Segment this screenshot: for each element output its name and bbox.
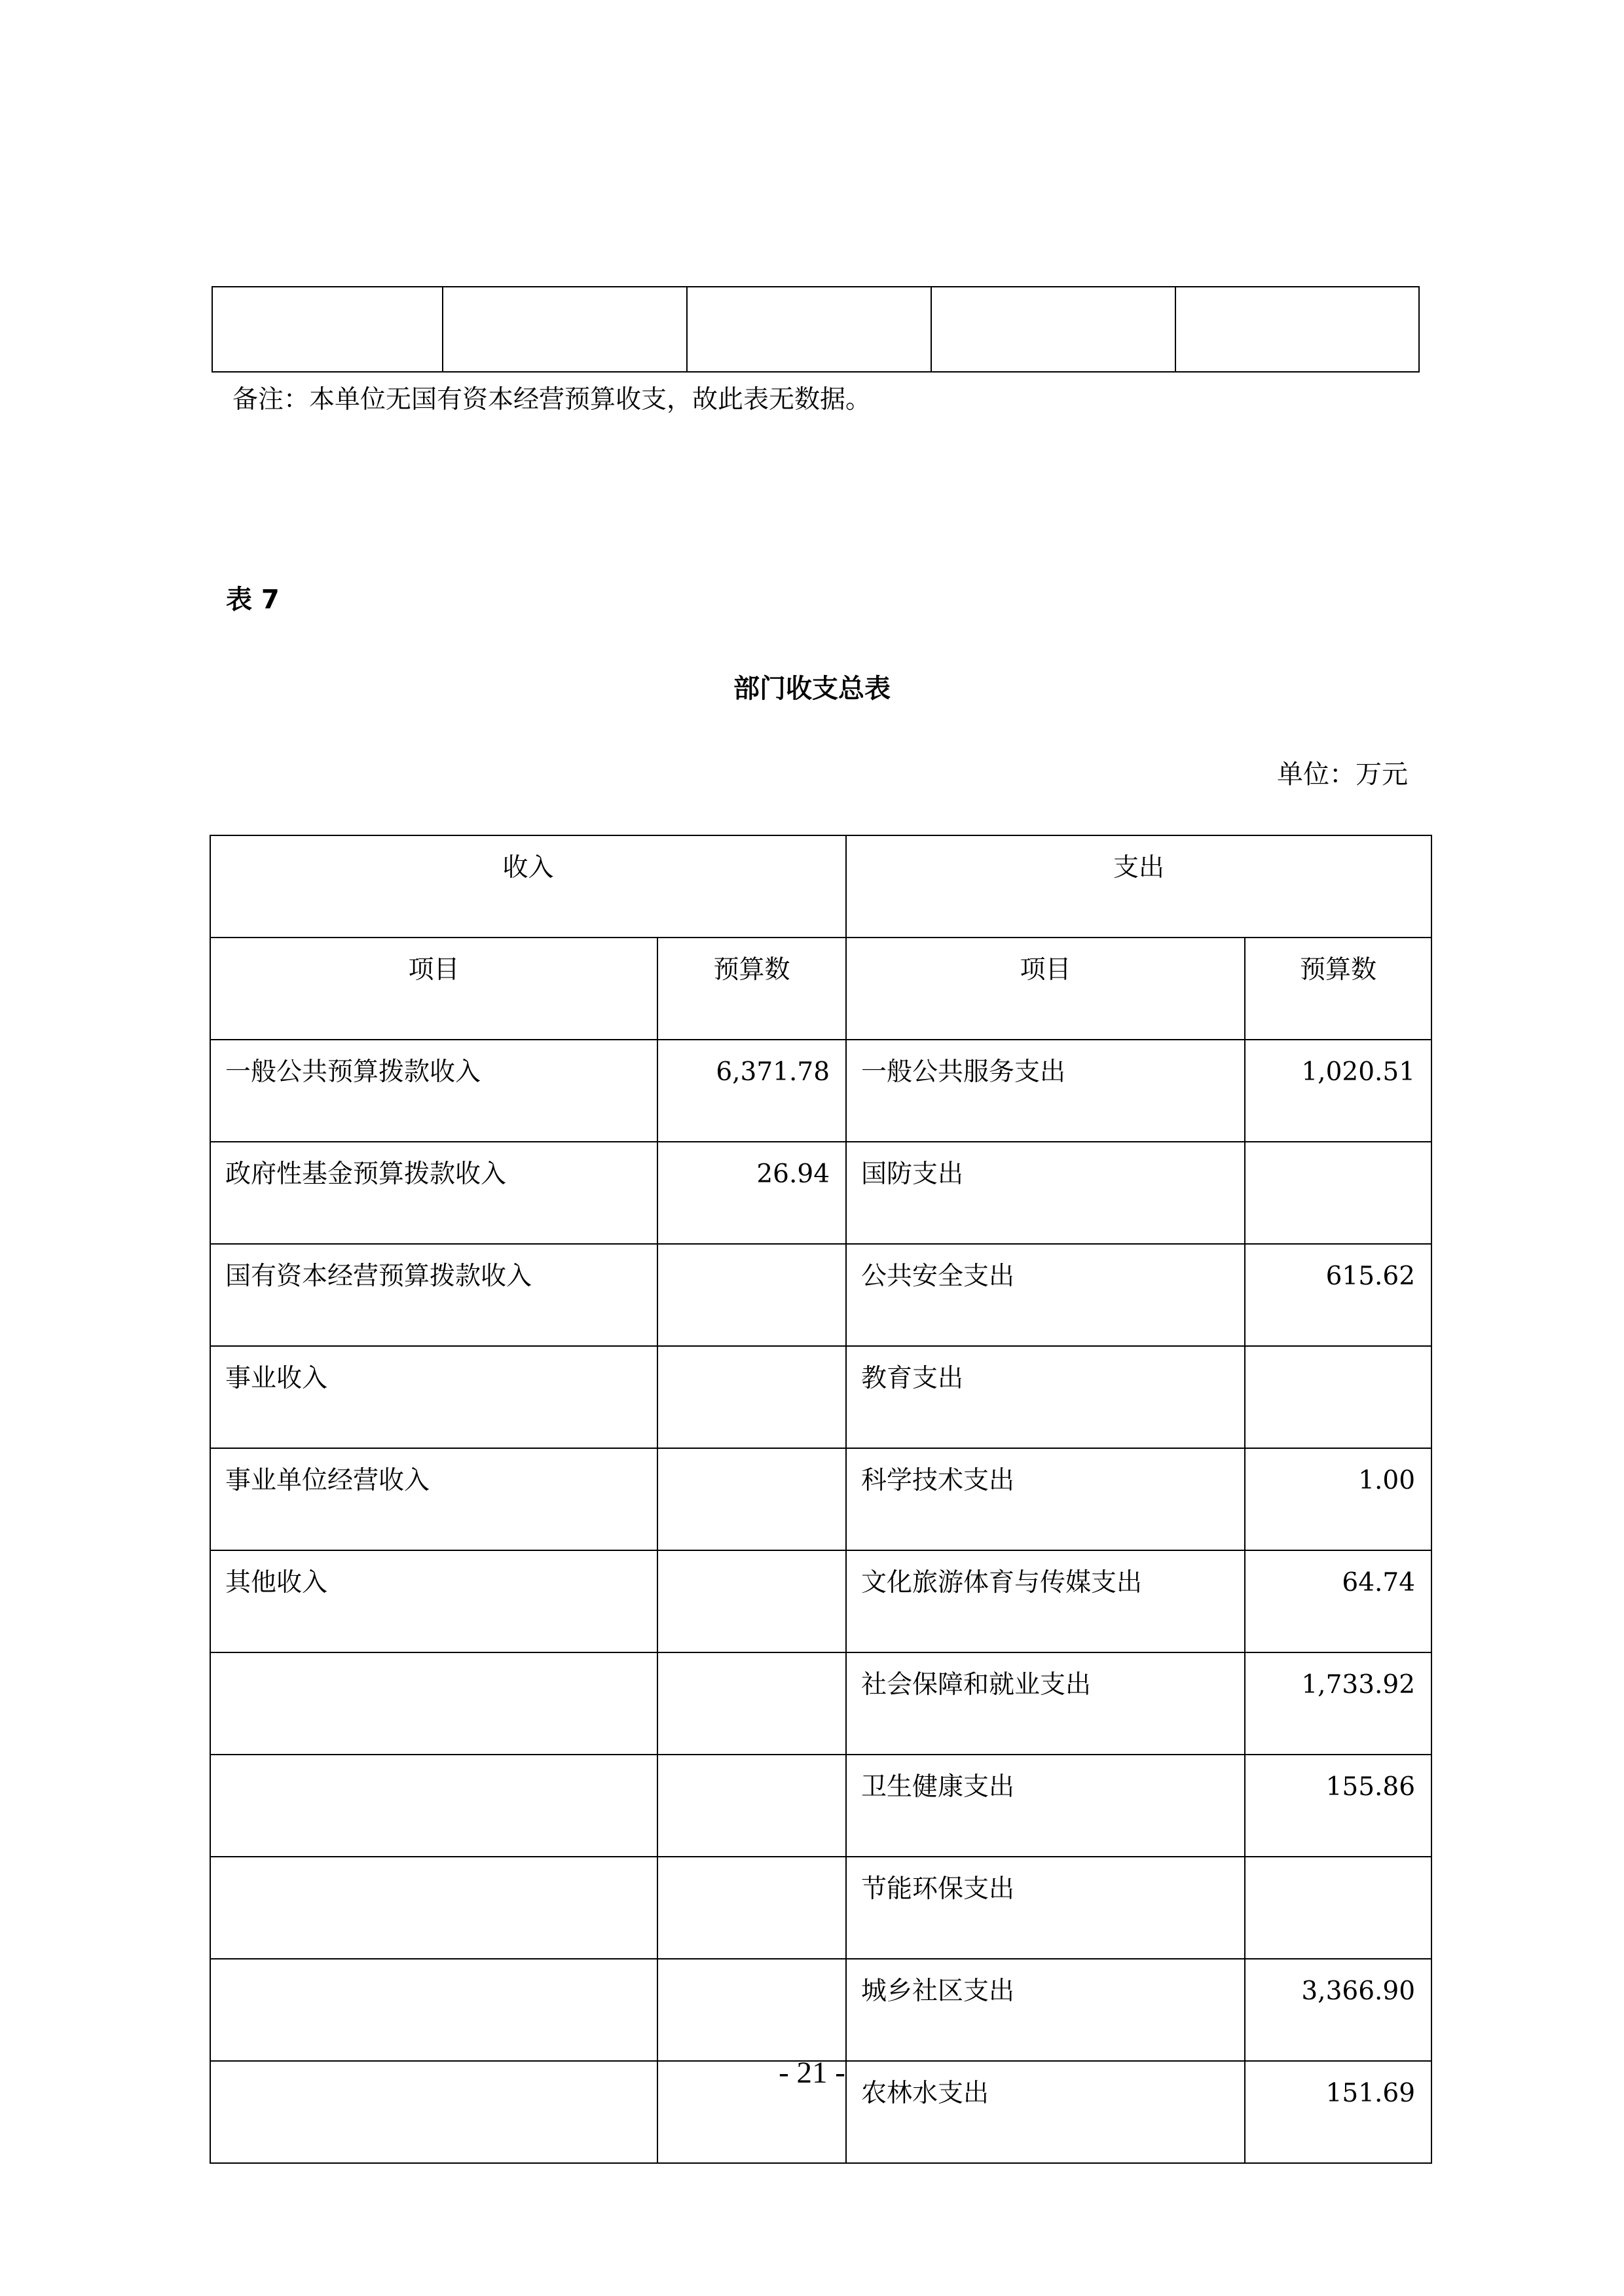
table-cell — [931, 287, 1175, 372]
expense-budget-cell: 155.86 — [1245, 1755, 1431, 1857]
expense-item-cell: 公共安全支出 — [846, 1244, 1245, 1346]
table-header-row — [210, 835, 1431, 938]
expense-item-cell: 节能环保支出 — [846, 1857, 1245, 1959]
table-title: 部门收支总表 — [733, 674, 891, 704]
expense-budget-cell: 615.62 — [1245, 1244, 1431, 1346]
income-item-cell: 一般公共预算拨款收入 — [210, 1040, 657, 1142]
income-budget-cell — [657, 1959, 846, 2061]
table-row — [210, 1346, 1431, 1448]
table-row — [210, 1550, 1431, 1652]
expense-item-cell: 科学技术支出 — [846, 1448, 1245, 1550]
previous-table-empty-row — [212, 286, 1420, 373]
expense-budget-cell: 151.69 — [1245, 2061, 1431, 2163]
income-expense-table — [210, 835, 1432, 2164]
expense-item-cell: 城乡社区支出 — [846, 1959, 1245, 2061]
expense-item-cell: 教育支出 — [846, 1346, 1245, 1448]
table-label: 表 7 — [226, 585, 280, 615]
expense-budget-cell — [1245, 1857, 1431, 1959]
expense-budget-cell: 3,366.90 — [1245, 1959, 1431, 2061]
income-item-cell — [210, 1857, 657, 1959]
income-budget-cell — [657, 1857, 846, 1959]
table-cell — [687, 287, 931, 372]
table-note: 备注：本单位无国有资本经营预算收支，故此表无数据。 — [232, 385, 872, 414]
expense-item-cell: 一般公共服务支出 — [846, 1040, 1245, 1142]
income-budget-header: 预算数 — [657, 938, 846, 1040]
unit-label: 单位：万元 — [1277, 759, 1408, 790]
expense-budget-cell: 64.74 — [1245, 1550, 1431, 1652]
expense-item-cell: 文化旅游体育与传媒支出 — [846, 1550, 1245, 1652]
table-cell — [212, 287, 443, 372]
income-item-cell: 事业单位经营收入 — [210, 1448, 657, 1550]
income-item-cell: 事业收入 — [210, 1346, 657, 1448]
expense-budget-cell: 1.00 — [1245, 1448, 1431, 1550]
income-header: 收入 — [210, 835, 846, 938]
table-row — [212, 287, 1419, 372]
expense-item-cell: 卫生健康支出 — [846, 1755, 1245, 1857]
income-item-cell: 国有资本经营预算拨款收入 — [210, 1244, 657, 1346]
income-item-header: 项目 — [210, 938, 657, 1040]
table-row — [210, 1040, 1431, 1142]
expense-item-cell: 社会保障和就业支出 — [846, 1652, 1245, 1755]
expense-item-cell: 农林水支出 — [846, 2061, 1245, 2163]
table-subheader-row — [210, 938, 1431, 1040]
expense-item-header: 项目 — [846, 938, 1245, 1040]
table-row — [210, 1652, 1431, 1755]
expense-budget-header: 预算数 — [1245, 938, 1431, 1040]
income-item-cell — [210, 1652, 657, 1755]
table-row — [210, 1755, 1431, 1857]
income-item-cell — [210, 1959, 657, 2061]
income-budget-cell: 26.94 — [657, 1142, 846, 1244]
table-cell — [443, 287, 687, 372]
table-row — [210, 1448, 1431, 1550]
expense-budget-cell — [1245, 1346, 1431, 1448]
table-row — [210, 1142, 1431, 1244]
table-row — [210, 1857, 1431, 1959]
table-row — [210, 1959, 1431, 2061]
income-budget-cell — [657, 1652, 846, 1755]
table-row — [210, 1244, 1431, 1346]
income-item-cell: 其他收入 — [210, 1550, 657, 1652]
expense-header: 支出 — [846, 835, 1431, 938]
income-item-cell — [210, 1755, 657, 1857]
table-cell — [1175, 287, 1419, 372]
expense-budget-cell — [1245, 1142, 1431, 1244]
income-budget-cell — [657, 1448, 846, 1550]
income-budget-cell — [657, 1346, 846, 1448]
income-budget-cell — [657, 1244, 846, 1346]
income-budget-cell — [657, 1550, 846, 1652]
income-budget-cell: 6,371.78 — [657, 1040, 846, 1142]
page-number: - 21 - — [779, 2056, 845, 2090]
expense-budget-cell: 1,733.92 — [1245, 1652, 1431, 1755]
expense-budget-cell: 1,020.51 — [1245, 1040, 1431, 1142]
income-item-cell: 政府性基金预算拨款收入 — [210, 1142, 657, 1244]
expense-item-cell: 国防支出 — [846, 1142, 1245, 1244]
income-budget-cell — [657, 1755, 846, 1857]
